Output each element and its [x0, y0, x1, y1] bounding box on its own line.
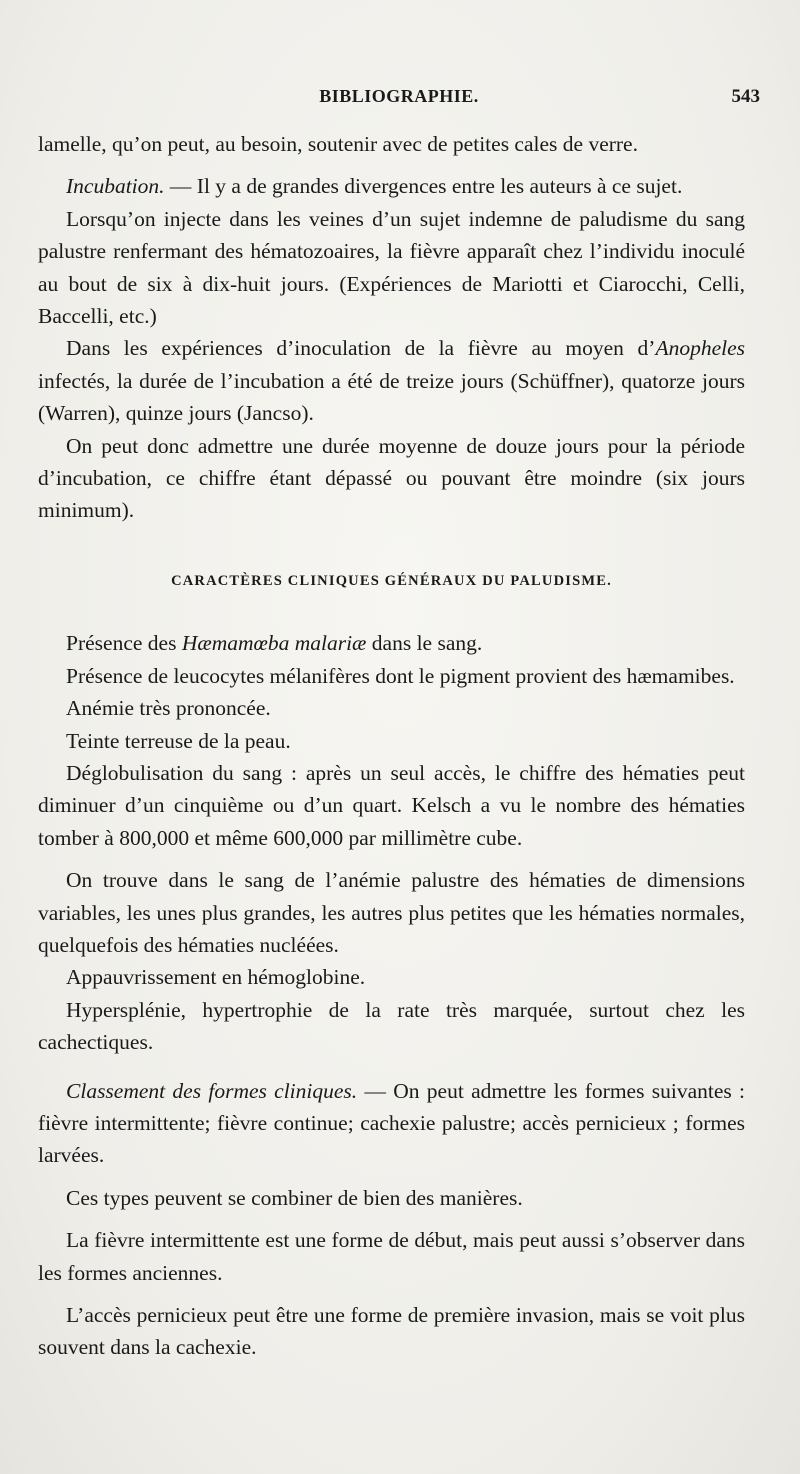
- paragraph-mean-duration: On peut donc admettre une durée moyenne de douze jours pour la période d’incubation, ce chiffre étant dépassé ou pouvant être moindre (six jours minimum).: [38, 433, 745, 523]
- paragraph-leucocytes: Présence de leucocytes mélanifères dont le pigment provient des hæmamibes.: [66, 663, 735, 688]
- anopheles-text-b: infectés, la durée de l’incubation a été de treize jours (Schüffner), quatorze jours (Warren), quinze jours (Jancso).: [38, 368, 745, 426]
- paragraph-hypersplenie: Hypersplénie, hypertrophie de la rate très marquée, surtout chez les cachectiques.: [38, 997, 745, 1055]
- classement-text: — On peut admettre les formes suivantes : fièvre intermittente; fièvre continue; cachexie palustre; accès pernicieux ; formes larvées.: [38, 1078, 745, 1168]
- paragraph-classement: [38, 1075, 745, 1172]
- anopheles-italic: Anopheles: [655, 336, 745, 361]
- paragraph-hematies: On trouve dans le sang de l’anémie palustre des hématies de dimensions variables, les unes plus grandes, les autres plus petites que les hématies normales, quelquefois des hématies nucléées.: [38, 868, 745, 957]
- paragraph-incubation: [38, 170, 745, 202]
- paragraph-types: Ces types peuvent se combiner de bien des manières.: [66, 1185, 523, 1210]
- paragraph-anemie: Anémie très prononcée.: [66, 696, 271, 721]
- paragraph-teinte: Teinte terreuse de la peau.: [66, 728, 291, 753]
- classement-label: Classement des formes cliniques.: [66, 1078, 358, 1103]
- incubation-label: Incubation.: [66, 174, 165, 199]
- body-text: [38, 128, 745, 1364]
- incubation-text: — Il y a de grandes divergences entre les auteurs à ce sujet.: [164, 174, 683, 199]
- paragraph-acces-pernicieux: L’accès pernicieux peut être une forme de première invasion, mais se voit plus souvent dans la cachexie.: [38, 1303, 745, 1360]
- section-title: CARACTÈRES CLINIQUES GÉNÉRAUX DU PALUDISME.: [171, 572, 612, 589]
- paragraph-injection: Lorsqu’on injecte dans les veines d’un sujet indemne de paludisme du sang palustre renfermant des hématozoaires, la fièvre apparaît chez l’individu inoculé au bout de six à dix-huit jours. (Expériences de Mariotti et Ciarocchi, Celli, Baccelli, etc.): [38, 206, 745, 329]
- paragraph-continuation: lamelle, qu’on peut, au besoin, soutenir avec de petites cales de verre.: [38, 132, 638, 156]
- paragraph-hemoglobine: Appauvrissement en hémoglobine.: [66, 965, 366, 990]
- anopheles-text-a: Dans les expériences d’inoculation de la fièvre au moyen d’: [66, 336, 656, 361]
- page-number: 543: [731, 86, 760, 107]
- haemamoeba-text-a: Présence des: [66, 631, 182, 656]
- page-header: [38, 86, 760, 116]
- haemamoeba-italic: Hæmamœba malariæ: [181, 631, 367, 656]
- paragraph-haemamoeba: [38, 627, 745, 659]
- paragraph-anopheles: [38, 332, 745, 429]
- haemamoeba-text-b: dans le sang.: [366, 631, 483, 656]
- paragraph-deglobulisation: Déglobulisation du sang : après un seul accès, le chiffre des hématies peut diminuer d’un cinquième ou d’un quart. Kelsch a vu le nombre des hématies tomber à 800,000 et même 600,000 par millimètre cube.: [38, 760, 745, 850]
- paragraph-fievre-intermittente: La fièvre intermittente est une forme de début, mais peut aussi s’observer dans les formes anciennes.: [38, 1228, 745, 1285]
- running-head: BIBLIOGRAPHIE.: [319, 86, 479, 106]
